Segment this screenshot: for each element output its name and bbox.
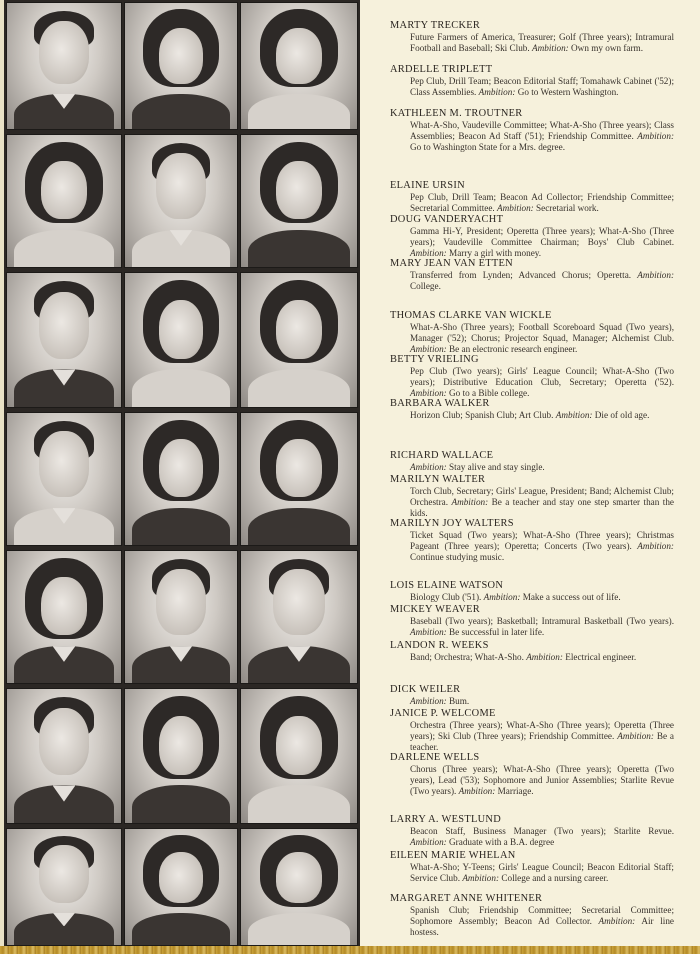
ambition-label: Ambition: (410, 387, 447, 398)
student-name: DOUG VANDERYACHT (390, 214, 504, 225)
ambition-label: Ambition: (637, 540, 674, 551)
ambition-text: Continue studying music. (410, 551, 505, 562)
student-bio (410, 764, 674, 796)
student-bio (410, 192, 674, 214)
entry-van-etten (390, 258, 674, 292)
student-name: MICKEY WEAVER (390, 604, 481, 615)
ambition-text: Own my own farm. (571, 42, 644, 53)
ambition-label: Ambition: (555, 410, 593, 420)
portrait-vrieling (124, 272, 238, 408)
student-bio (410, 826, 674, 848)
portrait-whelan (124, 828, 238, 946)
student-name: MARTY TRECKER (390, 20, 481, 31)
portrait-walker (240, 272, 358, 408)
portrait-wallace (6, 412, 122, 546)
student-name: LOIS ELAINE WATSON (390, 580, 504, 591)
ambition-text: Be a teacher and stay one step smarter than the kids. (410, 496, 675, 518)
activities-text: What-A-Sho (Three years); Football Scoreboard Squad (Two years), Manager ('52); Chorus; Projector Squad, Manager; Alchemist Club. (410, 322, 674, 343)
portrait-trecker (6, 2, 122, 130)
student-bio (410, 32, 674, 54)
student-name: LARRY A. WESTLUND (390, 814, 502, 825)
entry-triplett (390, 64, 674, 98)
portrait-grid (4, 0, 360, 946)
entry-ursin (390, 180, 674, 214)
activities-text: Future Farmers of America, Treasurer; Golf (Three years); Intramural Football and Baseball; Ski Club. (410, 32, 674, 53)
ambition-label: Ambition: (526, 652, 563, 662)
activities-text: Pep Club (Two years); Girls' League Council; What-A-Sho (Two years); Distributive Education Club, Secretary; Operetta ('52). (410, 366, 674, 387)
ambition-text: Bum. (449, 696, 470, 706)
activities-text: Horizon Club; Spanish Club; Art Club. (410, 410, 554, 420)
activities-text: Band; Orchestra; What-A-Sho. (410, 652, 524, 662)
student-name: DICK WEILER (390, 684, 461, 695)
portrait-weeks (240, 550, 358, 684)
entry-vanderyacht (390, 214, 674, 258)
entry-welcome (390, 708, 674, 752)
student-bio (410, 616, 674, 638)
ambition-text: Electrical engineer. (565, 652, 637, 662)
ambition-text: Be a teacher. (410, 730, 675, 752)
ambition-label: Ambition: (637, 130, 675, 141)
student-bio (410, 486, 674, 518)
student-bio (410, 366, 674, 398)
activities-text: Chorus (Three years); What-A-Sho (Three years); Operetta (Two years), Lead ('53); Sophomore and Junior Assemblies; Starlite Revue (Two years). (410, 764, 674, 796)
entry-vrieling (390, 354, 674, 398)
portrait-ursin (6, 134, 122, 268)
activities-text: Torch Club, Secretary; Girls' League, President; Band; Alchemist Club; Orchestra. (410, 486, 674, 507)
portrait-wells (240, 688, 358, 824)
student-bio (410, 862, 674, 884)
student-name: MARGARET ANNE WHITENER (390, 893, 543, 904)
ambition-text: Die of old age. (594, 410, 650, 420)
student-name: EILEEN MARIE WHELAN (390, 850, 516, 861)
entry-walker (390, 398, 674, 421)
ambition-label: Ambition: (410, 247, 447, 258)
ambition-label: Ambition: (497, 202, 534, 213)
student-name: JANICE P. WELCOME (390, 708, 496, 719)
ambition-text: Stay alive and stay single. (449, 462, 545, 472)
portrait-weiler (6, 688, 122, 824)
student-name: KATHLEEN M. TROUTNER (390, 108, 523, 119)
entry-van-wickle (390, 310, 674, 354)
portrait-welcome (124, 688, 238, 824)
portrait-triplett (124, 2, 238, 130)
ambition-label: Ambition: (617, 730, 654, 741)
entry-weaver (390, 604, 674, 638)
activities-text: Gamma Hi-Y, President; Operetta (Three years); What-A-Sho (Three years); Vaudeville Committee Chairman; Boys' Club Cabinet. (410, 226, 674, 247)
biography-column (390, 0, 674, 946)
ambition-text: Marry a girl with money. (449, 247, 542, 258)
ambition-label: Ambition: (478, 86, 516, 97)
portrait-westlund (6, 828, 122, 946)
decorative-border (0, 946, 700, 954)
student-name: LANDON R. WEEKS (390, 640, 489, 651)
ambition-label: Ambition: (462, 872, 500, 883)
ambition-label: Ambition: (458, 785, 496, 796)
student-name: MARY JEAN VAN ETTEN (390, 258, 513, 269)
activities-text: Ticket Squad (Two years); What-A-Sho (Three years); Christmas Pageant (Three years); Operetta; Concerts (Two years). (410, 530, 674, 551)
activities-text: Baseball (Two years); Basketball; Intramural Basketball (Two years). (410, 616, 674, 626)
student-bio (410, 530, 674, 562)
ambition-text: Be successful in later life. (449, 626, 545, 637)
ambition-text: Secretarial work. (536, 202, 599, 213)
activities-text: Transferred from Lynden; Advanced Chorus; Operetta. (410, 270, 632, 280)
ambition-label: Ambition: (410, 626, 447, 637)
entry-walter (390, 474, 674, 518)
student-name: DARLENE WELLS (390, 752, 480, 763)
student-bio (410, 226, 674, 258)
ambition-label: Ambition: (410, 462, 447, 472)
ambition-label: Ambition: (637, 270, 675, 280)
student-name: THOMAS CLARKE VAN WICKLE (390, 310, 552, 321)
entry-westlund (390, 814, 674, 848)
student-name: BARBARA WALKER (390, 398, 490, 409)
portrait-van-wickle (6, 272, 122, 408)
student-bio (410, 120, 674, 152)
student-name: MARILYN WALTER (390, 474, 486, 485)
ambition-label: Ambition: (451, 496, 489, 507)
student-name: RICHARD WALLACE (390, 450, 494, 461)
portrait-van-etten (240, 134, 358, 268)
student-bio (410, 410, 674, 421)
activities-text: Pep Club, Drill Team; Beacon Editorial Staff; Tomahawk Cabinet ('52); Class Assemblies. (410, 76, 674, 97)
activities-text: Spanish Club; Friendship Committee; Secretarial Committee; Sophomore Assembly; Beacon Ad Collector. (410, 905, 674, 926)
student-bio (410, 905, 674, 937)
activities-text: Biology Club ('51). (410, 592, 482, 602)
ambition-label: Ambition: (598, 915, 636, 926)
ambition-label: Ambition: (532, 42, 569, 53)
ambition-text: Air line hostess. (410, 915, 674, 937)
activities-text: What-A-Sho; Y-Teens; Girls' League Council; Beacon Editorial Staff; Service Club. (410, 862, 674, 883)
ambition-label: Ambition: (410, 343, 447, 354)
ambition-text: Go to Western Washington. (517, 86, 619, 97)
entry-walters (390, 518, 674, 562)
portrait-troutner (240, 2, 358, 130)
student-bio (410, 270, 674, 292)
student-bio (410, 696, 674, 707)
student-bio (410, 76, 674, 98)
entry-watson (390, 580, 674, 603)
ambition-label: Ambition: (410, 696, 447, 706)
ambition-text: Go to a Bible college. (449, 387, 530, 398)
ambition-text: Marriage. (497, 785, 534, 796)
ambition-text: Go to Washington State for a Mrs. degree. (410, 141, 565, 152)
activities-text: Pep Club, Drill Team; Beacon Ad Collector; Friendship Committee; Secretarial Committee. (410, 192, 674, 213)
entry-troutner (390, 108, 674, 152)
entry-wallace (390, 450, 674, 473)
student-bio (410, 652, 674, 663)
activities-text: Orchestra (Three years); What-A-Sho (Three years); Operetta (Three years); Ski Club (Three years); Friendship Committee. (410, 720, 674, 741)
portrait-walter (124, 412, 238, 546)
student-bio (410, 592, 674, 603)
activities-text: Beacon Staff, Business Manager (Two years); Starlite Revue. (410, 826, 674, 836)
entry-trecker (390, 20, 674, 54)
entry-whelan (390, 850, 674, 884)
entry-whitener (390, 893, 674, 937)
student-name: BETTY VRIELING (390, 354, 479, 365)
ambition-text: College and a nursing career. (501, 872, 609, 883)
student-name: MARILYN JOY WALTERS (390, 518, 514, 529)
ambition-text: Graduate with a B.A. degree (449, 836, 555, 847)
ambition-label: Ambition: (483, 592, 521, 602)
portrait-weaver (124, 550, 238, 684)
student-name: ELAINE URSIN (390, 180, 465, 191)
entry-wells (390, 752, 674, 796)
portrait-watson (6, 550, 122, 684)
ambition-label: Ambition: (410, 836, 447, 847)
activities-text: What-A-Sho, Vaudeville Committee; What-A-Sho (Three years); Class Assemblies; Beacon Ad Staff ('51); Friendship Committee. (410, 120, 674, 141)
portrait-vanderyacht (124, 134, 238, 268)
ambition-text: College. (410, 280, 441, 291)
portrait-walters (240, 412, 358, 546)
student-name: ARDELLE TRIPLETT (390, 64, 493, 75)
entry-weeks (390, 640, 674, 663)
portrait-whitener (240, 828, 358, 946)
ambition-text: Make a success out of life. (522, 592, 621, 602)
student-bio (410, 462, 674, 473)
ambition-text: Be an electronic research engineer. (449, 343, 578, 354)
student-bio (410, 322, 674, 354)
student-bio (410, 720, 674, 752)
entry-weiler (390, 684, 674, 707)
